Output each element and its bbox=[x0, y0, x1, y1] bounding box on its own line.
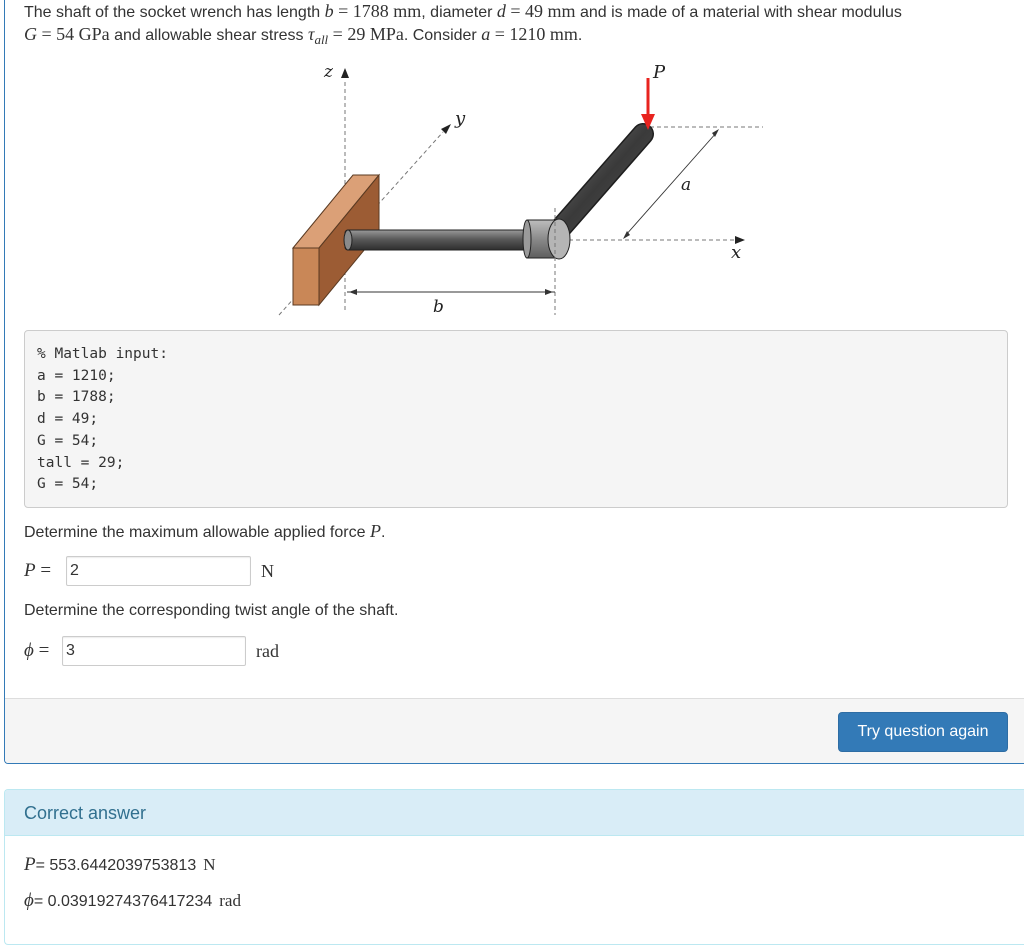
problem-text: and is made of a material with shear modulus bbox=[575, 4, 902, 21]
shaft bbox=[345, 230, 545, 250]
code-line: tall = 29; bbox=[37, 454, 125, 471]
dimension-label-b: b bbox=[433, 297, 444, 317]
math-subscript-all: all bbox=[314, 32, 329, 47]
force-unit: N bbox=[261, 560, 274, 581]
math-symbol-b: b bbox=[324, 1, 334, 21]
code-line: G = 54; bbox=[37, 476, 99, 493]
math-symbol-p: P bbox=[369, 521, 381, 541]
code-line: d = 49; bbox=[37, 411, 99, 428]
code-line: G = 54; bbox=[37, 432, 99, 449]
question-footer bbox=[5, 698, 1024, 764]
problem-text: . bbox=[577, 27, 583, 44]
question-1-prompt: Determine the maximum allowable applied force P. bbox=[24, 521, 386, 541]
problem-text: . Consider bbox=[403, 27, 482, 44]
code-line: % Matlab input: bbox=[37, 346, 168, 362]
math-symbol-tau: τ bbox=[307, 24, 315, 44]
socket-face bbox=[548, 219, 570, 259]
axis-label-x: x bbox=[731, 242, 742, 263]
correct-force-value: = 553.6442039753813 bbox=[35, 857, 197, 874]
dimension-label-a: a bbox=[681, 175, 692, 195]
question-panel bbox=[4, 0, 1024, 764]
math-symbol-g: G bbox=[24, 24, 37, 44]
math-value-d: = 49 mm bbox=[505, 1, 576, 21]
math-symbol-a: a bbox=[481, 24, 491, 44]
correct-angle-value: = 0.03919274376417234 bbox=[33, 893, 213, 910]
math-symbol-d: d bbox=[496, 1, 506, 21]
z-axis-arrowhead bbox=[341, 68, 349, 78]
math-value-b: = 1788 mm bbox=[333, 1, 422, 21]
correct-angle-line: ϕ = 0.03919274376417234 rad bbox=[24, 890, 241, 911]
axis-label-z: z bbox=[324, 62, 333, 82]
angle-unit: rad bbox=[256, 640, 279, 661]
problem-statement-line1 bbox=[24, 0, 902, 24]
socket-wrench-figure bbox=[265, 60, 785, 322]
answer-row-angle bbox=[24, 636, 279, 666]
problem-text: The shaft of the socket wrench has length bbox=[24, 4, 325, 21]
problem-text: , diameter bbox=[421, 4, 497, 21]
angle-answer-input[interactable] bbox=[62, 636, 246, 666]
problem-text: and allowable shear stress bbox=[109, 27, 308, 44]
math-value-g: = 54 GPa bbox=[37, 24, 110, 44]
correct-answer-panel bbox=[4, 789, 1024, 945]
math-value-a: = 1210 mm bbox=[490, 24, 578, 44]
angle-label: ϕ = bbox=[24, 640, 50, 661]
force-label-p: P bbox=[653, 62, 666, 83]
matlab-input-block bbox=[24, 330, 1008, 508]
force-answer-input[interactable] bbox=[66, 556, 251, 586]
correct-force-line: P = 553.6442039753813 N bbox=[24, 854, 216, 875]
try-question-again-button[interactable]: Try question again bbox=[838, 712, 1008, 752]
code-line: b = 1788; bbox=[37, 389, 116, 406]
code-line: a = 1210; bbox=[37, 367, 116, 384]
answer-row-force bbox=[24, 556, 274, 586]
math-value-tau: = 29 MPa bbox=[328, 24, 404, 44]
shaft-end bbox=[344, 230, 352, 250]
wall-front-face bbox=[293, 248, 319, 305]
socket-back bbox=[523, 220, 531, 258]
question-2-prompt: Determine the corresponding twist angle of the shaft. bbox=[24, 602, 399, 619]
axis-label-y: y bbox=[455, 108, 466, 129]
correct-answer-heading: Correct answer bbox=[5, 790, 1024, 836]
problem-statement-line2 bbox=[24, 23, 582, 51]
force-label: P = bbox=[24, 560, 52, 581]
